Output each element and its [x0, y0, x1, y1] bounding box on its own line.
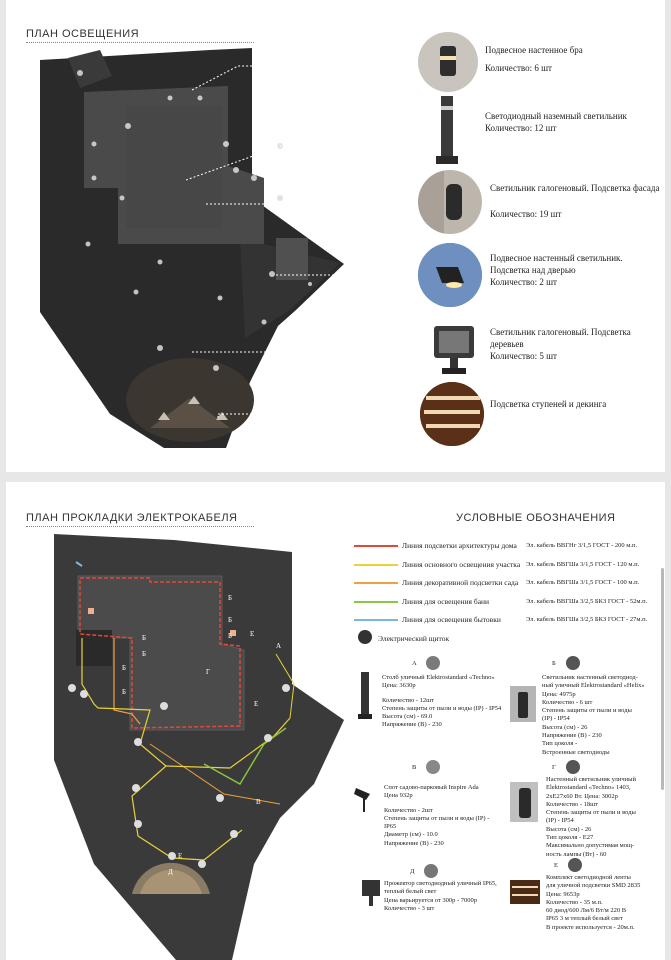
spec-letter: Е [554, 862, 558, 869]
spec-line: для уличной подсветки SMD 2835 [546, 882, 641, 890]
spec-line: Цена: 9653р [546, 890, 580, 898]
spec-line: Максимально допустимая мощ- [546, 842, 635, 850]
spec-letter: Г [552, 764, 556, 771]
item-qty: Количество: 19 шт [490, 209, 562, 219]
item-name: Подвесное настенное бра [485, 45, 583, 55]
panel-label: Электрический щиток [378, 634, 450, 643]
spec-text-v [384, 784, 524, 848]
spec-text-b [542, 674, 665, 757]
legend-swatch [354, 619, 398, 621]
spec-line: Напряжение (В) - 230 [382, 721, 442, 729]
wall-sconce-photo [418, 32, 478, 92]
projector-photo [360, 878, 382, 908]
helix-photo [510, 686, 536, 722]
spec-line: Степень защиты от пыли и воды (IP) - IP54 [382, 704, 502, 712]
map-letter: Е [254, 700, 259, 708]
item-name: Светильник галогеновый. Подсветка фасада [490, 183, 660, 193]
map-letter: Е [250, 630, 255, 638]
lighting-plan-sheet [6, 0, 665, 472]
spec-thumb [426, 656, 440, 670]
spec-letter: А [412, 660, 417, 667]
spec-line: ный уличный Elektrostandard «Helix» [542, 682, 645, 690]
spec-line: Светильник настенный светодиод- [542, 674, 638, 681]
spec-line: Столб уличный Elektrostandard «Techno» [382, 674, 495, 681]
map-letter: Б [228, 632, 233, 640]
spec-text-e [546, 874, 665, 932]
spec-thumb [424, 864, 438, 878]
map-letter: Б [122, 688, 127, 696]
legend-cable: Эл. кабель ВВГШа 3/1,5 ГОСТ - 100 м.п. [526, 579, 640, 586]
map-letter: В [256, 798, 261, 806]
spot-photo [352, 784, 378, 814]
door-light-photo [418, 243, 482, 307]
map-letter: Б [142, 650, 147, 658]
cable-plan-sheet [6, 482, 665, 960]
map-letter: Е [178, 852, 183, 860]
spec-line: теплый белый свет [384, 888, 437, 896]
legend-swatch [354, 601, 398, 603]
legend-cable: Эл. кабель ВВГШа 3/1,5 ГОСТ - 120 м.п. [526, 561, 640, 568]
flood-light-photo [426, 322, 482, 378]
spec-thumb [566, 656, 580, 670]
map-letter: Б [228, 594, 233, 602]
legend-label: Линия декоративной подсветки сада [402, 578, 519, 587]
item-qty: Количество: 2 шт [490, 277, 557, 287]
spec-line: Количество - 18шт [546, 800, 598, 808]
bollard-photo [358, 672, 372, 720]
spec-line: Настенный светильник уличный [546, 776, 636, 783]
map-letter: Д [168, 868, 173, 876]
map-letter: А [276, 642, 282, 650]
spec-line: Напряжение (В) - 230 [542, 732, 602, 740]
item-name: Подсветка ступеней и декинга [490, 399, 607, 409]
spec-line: (IP) - IP54 [542, 715, 570, 723]
spec-thumb [426, 760, 440, 774]
techno-photo [510, 782, 538, 822]
facade-light-photo [418, 170, 482, 234]
item-qty: Количество: 5 шт [490, 351, 557, 361]
item-name: Светильник галогеновый. Подсветка деревьев [490, 327, 631, 349]
spec-line: Цена: 4975р [542, 690, 576, 698]
map-letter: Г [206, 668, 211, 676]
item-name: Светодиодный наземный светильник [485, 111, 627, 121]
spec-line: Высота (см) - 26 [546, 825, 592, 833]
map-letter: Б [142, 634, 147, 642]
spec-letter: Д [410, 868, 415, 875]
map-letter: Б [228, 616, 233, 624]
spec-line: ность лампы (Вт) - 60 [546, 850, 607, 858]
spec-line: Степень защиты от пыли и воды [542, 707, 632, 715]
spec-line: Спот садово-парковый Inspire Ada [384, 784, 479, 791]
spec-line: В проекте используется - 20м.п. [546, 923, 635, 931]
spec-line: Напряжение (В) - 230 [384, 839, 444, 847]
spec-text-a [382, 674, 522, 730]
legend-cable: Эл. кабель ВВГНг 3/1,5 ГОСТ - 200 м.п. [526, 542, 638, 549]
item-name: Подвесное настенный светильник. Подсветка над дверью [490, 253, 623, 275]
spec-letter: Б [552, 660, 556, 667]
spec-line: Высота (см) - 26 [542, 723, 588, 731]
spec-letter: В [412, 764, 417, 771]
spec-line: Количество - 2шт [384, 806, 433, 814]
spec-line: Встроенные светодиоды [542, 748, 610, 756]
spec-text-g [546, 776, 665, 859]
bollard-light-photo [436, 96, 458, 166]
spec-line: Количество - 12шт [382, 696, 434, 704]
step-lighting-photo [420, 382, 484, 446]
legend-swatch [354, 564, 398, 566]
legend-cable: Эл. кабель ВВГШа 3/2,5 БКЗ ГОСТ - 27м.п. [526, 616, 648, 623]
lighting-plan-title: ПЛАН ОСВЕЩЕНИЯ [26, 28, 140, 40]
panel-icon [358, 630, 372, 644]
spec-thumb [568, 858, 582, 872]
spec-line: Прожектор светодиодный уличный IP65, [384, 880, 497, 887]
leader-lines [186, 40, 426, 420]
spec-line: Высота (см) - 69.0 [382, 713, 433, 721]
legend-swatch [354, 582, 398, 584]
spec-line: Количество - 3 шт [384, 904, 435, 912]
item-qty: Количество: 12 шт [485, 123, 557, 133]
spec-thumb [566, 760, 580, 774]
spec-line: Цена: 3630р [382, 682, 416, 690]
cable-plan-title: ПЛАН ПРОКЛАДКИ ЭЛЕКТРОКАБЕЛЯ [26, 512, 238, 524]
spec-line: Количество - 35 м.п. [546, 898, 603, 906]
spec-line: Цена 932р [384, 792, 413, 800]
spec-line: Степень защиты от пыли и воды (IP) - [384, 814, 490, 822]
legend-label: Линия основного освещения участка [402, 560, 521, 569]
spec-line: Elektrostandard «Techno» 1403, [546, 784, 631, 792]
item-qty: Количество: 6 шт [485, 63, 552, 73]
spec-line: 2хE27х60 Вт. Цена: 3002р [546, 792, 618, 800]
spec-line: (IP) - IP54 [546, 817, 574, 825]
legend-label: Линия для освещения бытовки [402, 615, 501, 624]
cable-plan-map [54, 534, 344, 960]
spec-line: IP65 [384, 823, 397, 831]
map-letter: Б [122, 664, 127, 672]
scrollbar[interactable] [661, 568, 664, 790]
legend-cable: Эл. кабель ВВГШа 3/2,5 БКЗ ГОСТ - 52м.п. [526, 598, 648, 605]
spec-line: IP65 3 м теплый белый свет [546, 915, 623, 923]
legend-swatch [354, 545, 398, 547]
led-strip-photo [510, 880, 540, 904]
spec-line: Степень защиты от пыли и воды [546, 809, 636, 817]
title-underline [26, 526, 254, 527]
spec-line: Количество - 6 шт [542, 698, 593, 706]
spec-line: Комплект светодиодной ленты [546, 874, 631, 881]
legend-label: Линия для освещения бани [402, 597, 490, 606]
spec-line: Цена варьируется от 300р - 7000р [384, 896, 478, 904]
legend-title: УСЛОВНЫЕ ОБОЗНАЧЕНИЯ [456, 512, 616, 524]
spec-line: Диаметр (см) - 10.0 [384, 831, 438, 839]
legend-label: Линия подсветки архитектуры дома [402, 541, 517, 550]
spec-line: Тип цоколя - [542, 740, 578, 748]
spec-line: Тип цоколя - E27 [546, 834, 594, 842]
spec-line: 60 диод/600 Лм/6 Вт/м 220 В [546, 907, 627, 915]
